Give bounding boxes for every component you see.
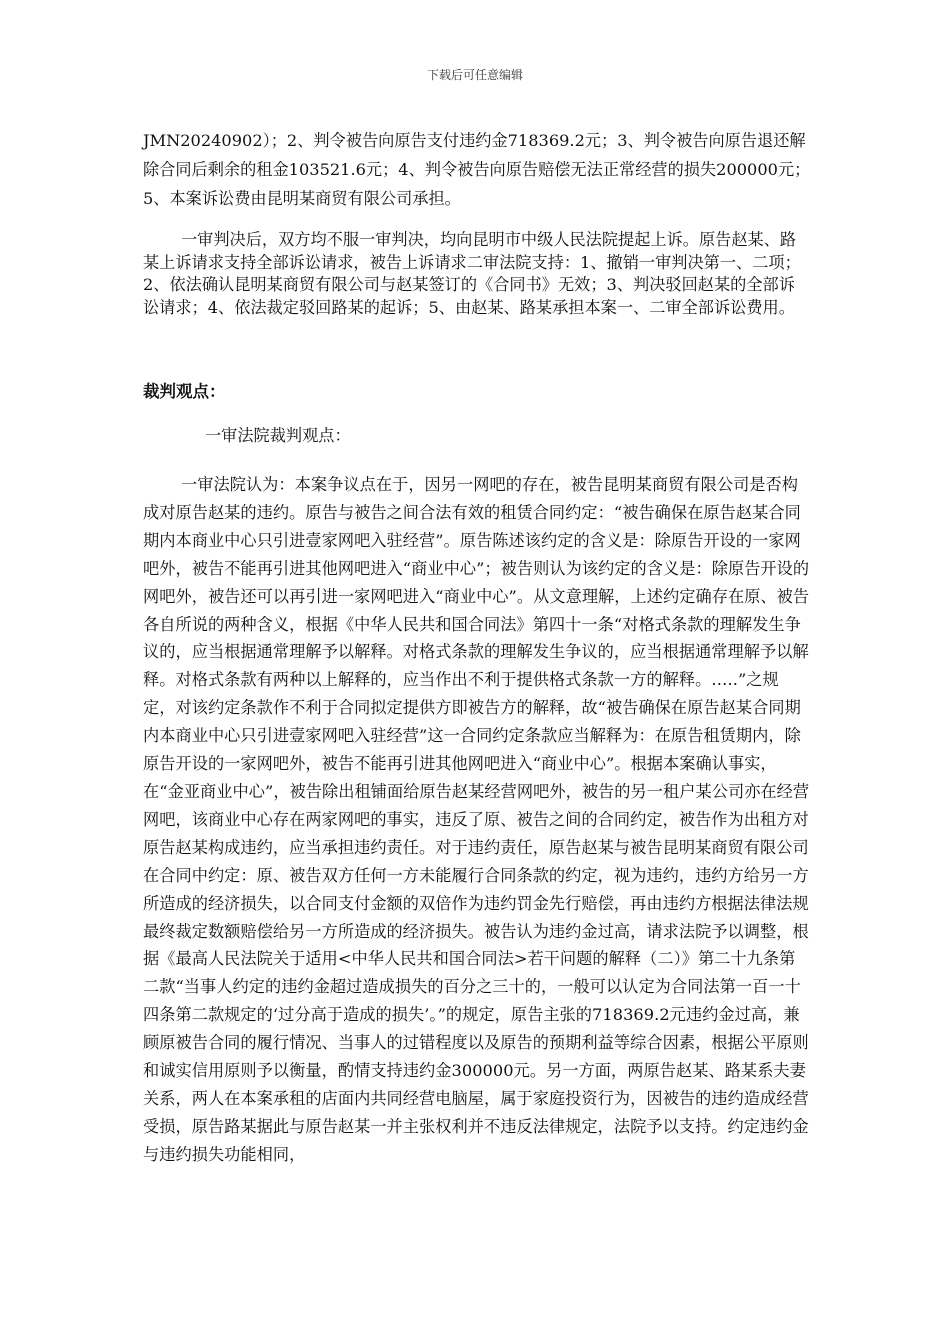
paragraph-claims-end: JMN20240902）；2、判令被告向原告支付违约金718369.2元；3、判令被告向原告退还解除合同后剩余的租金103521.6元；4、判令被告向原告赔偿无法正常经营的损失200000元；5、本案诉讼费由昆明某商贸有限公司承担。 (143, 131, 811, 208)
paragraph-court-opinion: 一审法院认为：本案争议点在于，因另一网吧的存在，被告昆明某商贸有限公司是否构成对原告赵某的违约。原告与被告之间合法有效的租赁合同约定：“被告确保在原告赵某合同期内本商业中心只引进壹家网吧入驻经营”。原告陈述该约定的含义是：除原告开设的一家网吧外，被告不能再引进其他网吧进入“商业中心”；被告则认为该约定的含义是：除原告开设的网吧外，被告还可以再引进一家网吧进入“商业中心”。从文意理解，上述约定确存在原、被告各自所说的两种含义，根据《中华人民共和国合同法》第四十一条“对格式条款的理解发生争议的，应当根据通常理解予以解释。对格式条款的理解发生争议的，应当根据通常理解予以解释。对格式条款有两种以上解释的，应当作出不利于提供格式条款一方的解释。…..”之规定，对该约定条款作不利于合同拟定提供方即被告方的解释，故“被告确保在原告赵某合同期内本商业中心只引进壹家网吧入驻经营”这一合同约定条款应当解释为：在原告租赁期内，除原告开设的一家网吧外，被告不能再引进其他网吧进入“商业中心”。根据本案确认事实，在“金亚商业中心”，被告除出租铺面给原告赵某经营网吧外，被告的另一租户某公司亦在经营网吧，该商业中心存在两家网吧的事实，违反了原、被告之间的合同约定，被告作为出租方对原告赵某构成违约，应当承担违约责任。对于违约责任，原告赵某与被告昆明某商贸有限公司在合同中约定：原、被告双方任何一方未能履行合同条款的约定，视为违约，违约方给另一方所造成的经济损失，以合同支付金额的双倍作为违约罚金先行赔偿，再由违约方根据法律法规最终裁定数额赔偿给另一方所造成的经济损失。被告认为违约金过高，请求法院予以调整，根据《最高人民法院关于适用<中华人民共和国合同法>若干问题的解释（二）》第二十九条第二款“当事人约定的违约金超过造成损失的百分之三十的，一般可以认定为合同法第一百一十四条第二款规定的‘过分高于造成的损失’。”的规定，原告主张的718369.2元违约金过高，兼顾原被告合同的履行情况、当事人的过错程度以及原告的预期利益等综合因素，根据公平原则和诚实信用原则予以衡量，酌情支持违约金300000元。另一方面，两原告赵某、路某系夫妻关系，两人在本案承租的店面内共同经营电脑屋，属于家庭投资行为，因被告的违约造成经营受损，原告路某据此与原告赵某一并主张权利并不违反法律规定，法院予以支持。约定违约金与违约损失功能相同， (143, 475, 810, 1164)
paragraph-appeal: 一审判决后，双方均不服一审判决，均向昆明市中级人民法院提起上诉。原告赵某、路某上诉请求支持全部诉讼请求，被告上诉请求二审法院支持：1、撤销一审判决第一、二项；2、依法确认昆明某商贸有限公司与赵某签订的《合同书》无效；3、判决驳回赵某的全部诉讼请求；4、依法裁定驳回路某的起诉；5、由赵某、路某承担本案一、二审全部诉讼费用。 (143, 230, 801, 317)
section-heading: 裁判观点： (143, 382, 226, 401)
page-header: 下载后可任意编辑 (426, 68, 523, 82)
document-body (143, 126, 811, 1169)
subsection-heading: 一审法院裁判观点： (205, 426, 351, 445)
